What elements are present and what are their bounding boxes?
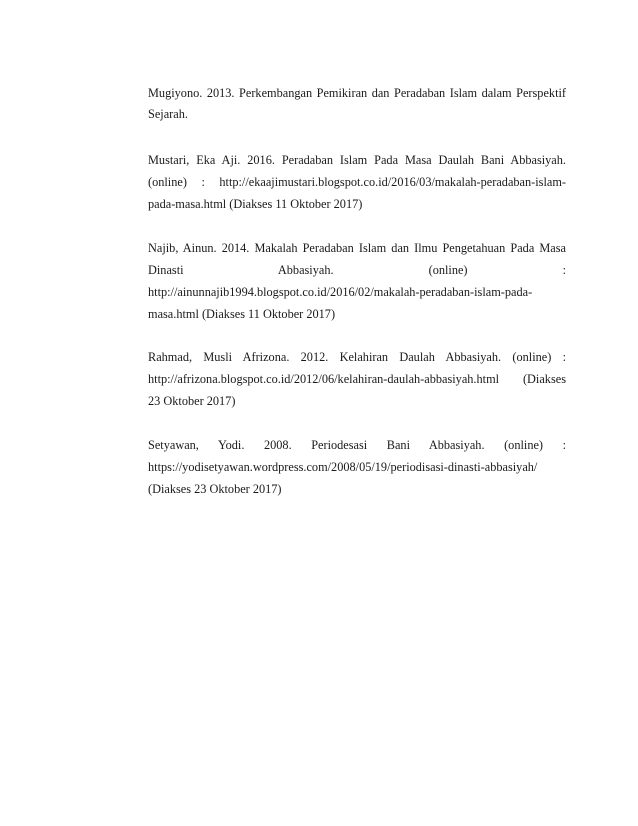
reference-entry-rahmad (148, 346, 566, 412)
reference-line: masa.html (Diakses 11 Oktober 2017) (148, 307, 336, 321)
reference-entry-najib (148, 237, 566, 325)
reference-line: Dinasti Abbasiyah. (online) : (148, 263, 566, 277)
reference-line: 23 Oktober 2017) (148, 394, 236, 408)
reference-line: Sejarah. (148, 107, 188, 121)
reference-line: (Diakses 23 Oktober 2017) (148, 482, 282, 496)
reference-line: Mugiyono. 2013. Perkembangan Pemikiran dan Peradaban Islam dalam Perspektif (148, 86, 566, 100)
reference-line: https://yodisetyawan.wordpress.com/2008/05/19/periodisasi-dinasti-abbasiyah/ (148, 460, 538, 474)
reference-line: Najib, Ainun. 2014. Makalah Peradaban Islam dan Ilmu Pengetahuan Pada Masa (148, 241, 566, 255)
reference-line: Mustari, Eka Aji. 2016. Peradaban Islam Pada Masa Daulah Bani Abbasiyah. (148, 153, 566, 167)
reference-entry-mugiyono (148, 83, 566, 125)
reference-line: http://ainunnajib1994.blogspot.co.id/2016/02/makalah-peradaban-islam-pada- (148, 285, 533, 299)
reference-entry-mustari (148, 149, 566, 215)
reference-line: http://afrizona.blogspot.co.id/2012/06/kelahiran-daulah-abbasiyah.html (Diakses (148, 372, 566, 386)
reference-line: Rahmad, Musli Afrizona. 2012. Kelahiran Daulah Abbasiyah. (online) : (148, 350, 566, 364)
reference-line: Setyawan, Yodi. 2008. Periodesasi Bani Abbasiyah. (online) : (148, 438, 566, 452)
reference-line: (online) : http://ekaajimustari.blogspot.co.id/2016/03/makalah-peradaban-islam- (148, 175, 566, 189)
reference-entry-setyawan (148, 434, 566, 500)
reference-line: pada-masa.html (Diakses 11 Oktober 2017) (148, 197, 363, 211)
